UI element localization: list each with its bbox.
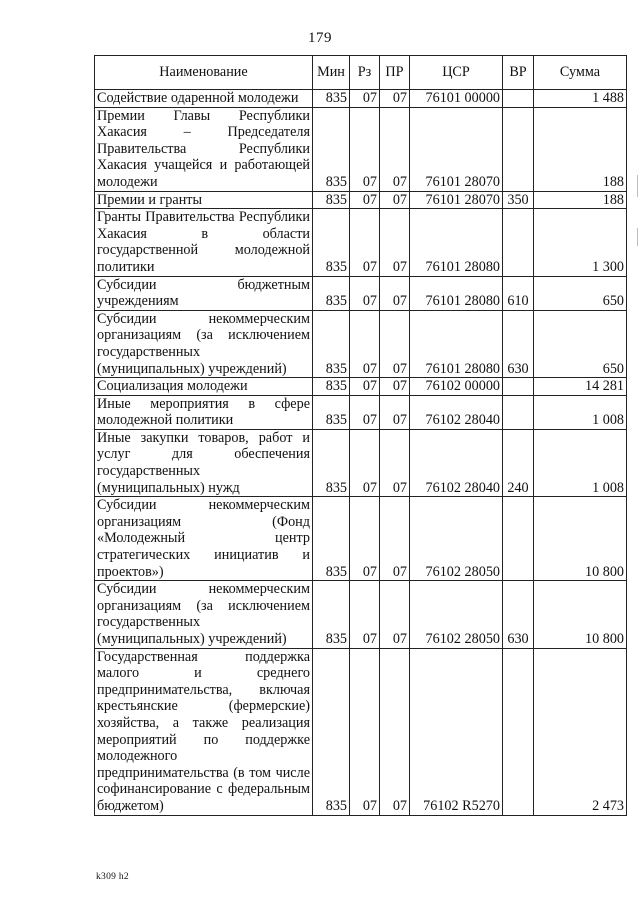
header-rz: Рз — [350, 56, 380, 90]
row-name: Субсидии бюджетным учреждениям — [95, 276, 313, 310]
header-name: Наименование — [95, 56, 313, 90]
row-min: 835 — [313, 429, 350, 496]
row-min: 835 — [313, 107, 350, 191]
row-csr: 76102 00000 — [410, 378, 503, 396]
budget-table — [94, 55, 627, 816]
row-sum: 10 800 — [534, 581, 627, 648]
table-row — [95, 581, 627, 648]
row-name: Государственная поддержка малого и среднего предпринимательства, включая крестьянские (фермерские) хозяйства, а также реализация мероприятий по поддержке молодежного предпринимательства (в том числе софинансирование с федеральным бюджетом) — [95, 648, 313, 815]
row-name: Премии и гранты — [95, 191, 313, 209]
row-sum: 14 281 — [534, 378, 627, 396]
row-vr — [503, 378, 534, 396]
row-csr: 76101 28070 — [410, 107, 503, 191]
row-min: 835 — [313, 90, 350, 108]
scan-edge-mark — [637, 228, 638, 246]
row-vr: 630 — [503, 581, 534, 648]
table-row — [95, 429, 627, 496]
row-rz: 07 — [350, 497, 380, 581]
header-vr: ВР — [503, 56, 534, 90]
row-rz: 07 — [350, 429, 380, 496]
row-pr: 07 — [380, 209, 410, 276]
table-body — [95, 90, 627, 816]
row-min: 835 — [313, 276, 350, 310]
row-vr — [503, 648, 534, 815]
row-csr: 76102 28040 — [410, 429, 503, 496]
row-rz: 07 — [350, 276, 380, 310]
row-rz: 07 — [350, 209, 380, 276]
row-min: 835 — [313, 395, 350, 429]
table-row — [95, 378, 627, 396]
row-vr — [503, 90, 534, 108]
row-pr: 07 — [380, 90, 410, 108]
row-min: 835 — [313, 310, 350, 377]
page-number: 179 — [308, 30, 332, 46]
row-pr: 07 — [380, 648, 410, 815]
row-rz: 07 — [350, 90, 380, 108]
row-name: Гранты Правительства Республики Хакасия в области государственной молодежной политики — [95, 209, 313, 276]
row-pr: 07 — [380, 378, 410, 396]
row-vr — [503, 395, 534, 429]
row-csr: 76101 00000 — [410, 90, 503, 108]
row-csr: 76101 28080 — [410, 310, 503, 377]
footer-code: k309 h2 — [96, 872, 129, 882]
row-vr: 350 — [503, 191, 534, 209]
row-sum: 1 488 — [534, 90, 627, 108]
row-vr: 610 — [503, 276, 534, 310]
table-header — [95, 56, 627, 90]
row-sum: 188 — [534, 191, 627, 209]
row-min: 835 — [313, 209, 350, 276]
row-rz: 07 — [350, 107, 380, 191]
row-pr: 07 — [380, 429, 410, 496]
row-csr: 76101 28080 — [410, 276, 503, 310]
header-min: Мин — [313, 56, 350, 90]
row-rz: 07 — [350, 310, 380, 377]
row-vr: 630 — [503, 310, 534, 377]
row-vr — [503, 497, 534, 581]
header-row — [95, 56, 627, 90]
row-pr: 07 — [380, 395, 410, 429]
row-csr: 76102 28040 — [410, 395, 503, 429]
row-min: 835 — [313, 378, 350, 396]
row-rz: 07 — [350, 648, 380, 815]
row-vr — [503, 107, 534, 191]
row-pr: 07 — [380, 497, 410, 581]
row-sum: 650 — [534, 276, 627, 310]
table-row — [95, 276, 627, 310]
row-name: Иные закупки товаров, работ и услуг для обеспечения государственных (муниципальных) нужд — [95, 429, 313, 496]
row-rz: 07 — [350, 191, 380, 209]
table-row — [95, 90, 627, 108]
table-row — [95, 107, 627, 191]
row-vr — [503, 209, 534, 276]
table-row — [95, 209, 627, 276]
header-sum: Сумма — [534, 56, 627, 90]
row-name: Социализация молодежи — [95, 378, 313, 396]
row-sum: 1 300 — [534, 209, 627, 276]
row-rz: 07 — [350, 581, 380, 648]
row-sum: 650 — [534, 310, 627, 377]
row-pr: 07 — [380, 191, 410, 209]
row-name: Субсидии некоммерческим организациям (за исключением государственных (муниципальных) учреждений) — [95, 581, 313, 648]
row-csr: 76102 28050 — [410, 497, 503, 581]
table-row — [95, 395, 627, 429]
row-csr: 76102 28050 — [410, 581, 503, 648]
row-rz: 07 — [350, 378, 380, 396]
row-sum: 188 — [534, 107, 627, 191]
row-sum: 2 473 — [534, 648, 627, 815]
table-row — [95, 310, 627, 377]
row-name: Субсидии некоммерческим организациям (за исключением государственных (муниципальных) учреждений) — [95, 310, 313, 377]
row-name: Иные мероприятия в сфере молодежной политики — [95, 395, 313, 429]
row-min: 835 — [313, 581, 350, 648]
row-name: Премии Главы Республики Хакасия – Председателя Правительства Республики Хакасия учащейся и работающей молодежи — [95, 107, 313, 191]
header-pr: ПР — [380, 56, 410, 90]
row-rz: 07 — [350, 395, 380, 429]
row-pr: 07 — [380, 310, 410, 377]
scan-edge-mark — [637, 175, 638, 197]
table-row — [95, 497, 627, 581]
row-sum: 1 008 — [534, 395, 627, 429]
row-pr: 07 — [380, 276, 410, 310]
row-pr: 07 — [380, 107, 410, 191]
table-row — [95, 648, 627, 815]
row-sum: 1 008 — [534, 429, 627, 496]
row-csr: 76102 R5270 — [410, 648, 503, 815]
row-csr: 76101 28080 — [410, 209, 503, 276]
row-pr: 07 — [380, 581, 410, 648]
row-csr: 76101 28070 — [410, 191, 503, 209]
row-sum: 10 800 — [534, 497, 627, 581]
row-vr: 240 — [503, 429, 534, 496]
row-name: Субсидии некоммерческим организациям (Фонд «Молодежный центр стратегических инициатив и проектов») — [95, 497, 313, 581]
table-row — [95, 191, 627, 209]
row-min: 835 — [313, 497, 350, 581]
row-name: Содействие одаренной молодежи — [95, 90, 313, 108]
row-min: 835 — [313, 191, 350, 209]
row-min: 835 — [313, 648, 350, 815]
header-csr: ЦСР — [410, 56, 503, 90]
